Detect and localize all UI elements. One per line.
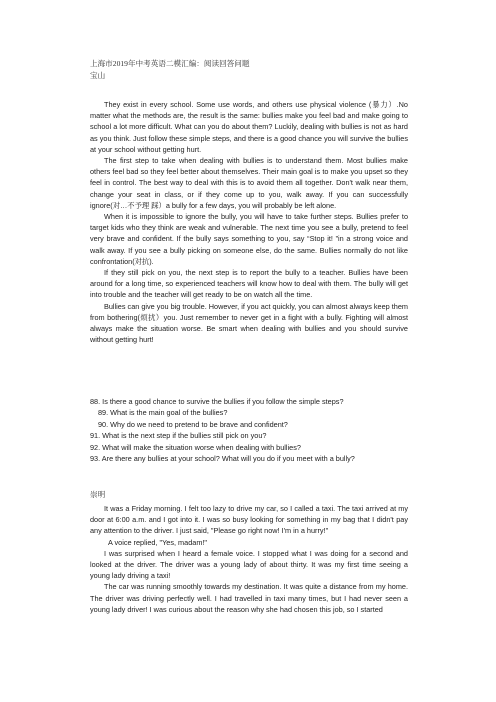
question-item: 92. What will make the situation worse when dealing with bullies? bbox=[90, 442, 301, 452]
question-item: 91. What is the next step if the bullies still pick on you? bbox=[90, 431, 267, 441]
passage-one-paragraph: If they still pick on you, the next step is to report the bully to a teacher. Bullies have been around for a long time, so experienced teachers will know how to deal with them. The bully will get into trouble and the teacher will get ready to be on watch all the time. bbox=[90, 268, 408, 300]
question-list bbox=[90, 396, 408, 464]
passage-one-paragraph: When it is impossible to ignore the bully, you will have to take further steps. Bullies prefer to target kids who they think are weak and vulnerable. The next time you see a bully, pretend to feel very brave and confident. If the bully says something to you, say “Stop it! ”in a strong voice and walk away. If you see a bully picking on someone else, do the same. Bullies normally do not like confrontation(对抗). bbox=[90, 212, 408, 266]
question-item: 93. Are there any bullies at your school? What will you do if you meet with a bully? bbox=[90, 454, 355, 464]
passage-two-paragraph: It was a Friday morning. I felt too lazy to drive my car, so I called a taxi. The taxi arrived at my door at 6:00 a.m. and I got into it. I was so busy looking for something in my bag that I didn't pay any attention to the driver. I just said, "Please go right now! I'm in a hurry!" bbox=[90, 504, 408, 536]
passage-two-paragraph: A voice replied, "Yes, madam!" bbox=[108, 537, 208, 547]
passage-one-paragraph: Bullies can give you big trouble. However, if you act quickly, you can almost always keep them from bothering(烦扰）you. Just remember to never get in a fight with a bully. Fighting will almost always make the situation worse. Be smart when dealing with bullies and you should survive without getting hurt! bbox=[90, 301, 408, 345]
document-header bbox=[90, 58, 249, 81]
passage-one bbox=[90, 99, 408, 345]
passage-two-paragraph: I was surprised when I heard a female voice. I stopped what I was doing for a second and looked at the driver. The driver was a young lady of about thirty. It was my first time seeing a young lady driving a taxi! bbox=[90, 548, 408, 581]
district-label-baoshan: 宝山 bbox=[90, 70, 106, 80]
passage-two bbox=[90, 503, 408, 615]
passage-two-paragraph: The car was running smoothly towards my destination. It was quite a distance from my home. The driver was driving perfectly well. I had travelled in taxi many times, but I had never seen a young lady driver! I was curious about the reason why she had chosen this job, so I started bbox=[90, 582, 408, 614]
passage-one-paragraph: The first step to take when dealing with bullies is to understand them. Most bullies make others feel bad so they feel better about themselves. Their main goal is to make you upset so they feel in control. The best way to deal with this is to avoid them all together. Don't walk near them, change your seat in class, or if they come up to you, walk away. If you can successfully ignore(对…不予理 踩）a bully for a few days, you will probably be left alone. bbox=[90, 156, 408, 210]
document-title: 上海市2019年中考英语二模汇编：阅读回答问题 bbox=[90, 59, 250, 68]
passage-one-paragraph: They exist in every school. Some use words, and others use physical violence (暴力）.No matter what the methods are, the result is the same: bullies make you feel bad and make going to school a lot more difficult. What can you do about them? Luckily, dealing with bullies is not as hard as you think. Just follow these simple steps, and there is a good chance you will survive the bullies at your school without getting hurt. bbox=[90, 100, 408, 154]
question-item: 90. Why do we need to pretend to be brave and confident? bbox=[98, 419, 288, 429]
question-item: 88. Is there a good chance to survive the bullies if you follow the simple steps? bbox=[90, 397, 344, 406]
question-item: 89. What is the main goal of the bullies? bbox=[98, 408, 228, 418]
district-label-chongming: 崇明 bbox=[90, 490, 106, 499]
